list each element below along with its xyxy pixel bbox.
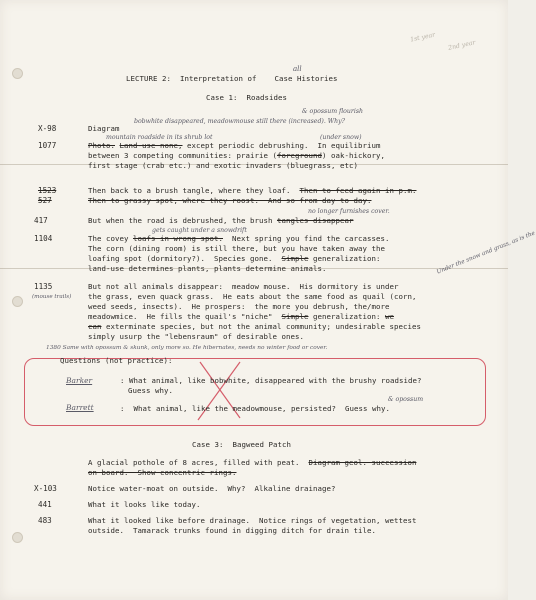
body-text: Diagram [88,124,120,133]
text-fragment: meadowmice. He fills the quail's "niche" [88,312,282,321]
text-fragment: Next spring you find the carcasses. [223,234,390,243]
handwritten-note: 1380 Same with opossum & skunk, only more so. He hibernates, needs no winter food or cover. [46,345,328,351]
struck-text: Simple [281,312,309,321]
handwritten-note: & opossum flourish [302,108,363,115]
struck-text: on board. Show concentric rings. [88,468,237,477]
body-text: Notice water-moat on outside. Why? Alkaline drainage? [88,484,336,493]
struck-text: Photo. [88,141,115,150]
student-name: Barrett [66,403,94,412]
body-text: The corn (dining room) is still there, but you have taken away the [88,244,385,253]
corner-note: 1st year [409,31,436,44]
slide-number: 1104 [34,234,53,243]
text-fragment: generalization: [308,254,381,263]
struck-text: Simple [281,254,309,263]
questions-label: Questions (not practice): [60,356,173,365]
text-fragment: except periodic debrushing. In equilibrium [182,141,381,150]
struck-text: Then to grassy spot, where they roost. [88,196,259,205]
text-fragment: The covey [88,234,133,243]
question-text: : What animal, like the meadowmouse, persisted? Guess why. [120,404,390,413]
slide-number: 1077 [38,141,57,150]
body-text: outside. Tamarack trunks found in digging ditch for drain tile. [88,526,376,535]
slide-number: X-103 [34,484,57,493]
body-text [88,458,416,467]
lecture-title: LECTURE 2: Interpretation of Case Histories [126,74,338,83]
body-text: simply usurp the "lebensraum" of desirable ones. [88,332,304,341]
text-fragment: Then back to a brush tangle, where they loaf. [88,186,300,195]
body-text: land-use determines plants, plants determine animals. [88,264,327,273]
text-fragment: A glacial pothole of 8 acres, filled with peat. [88,458,309,467]
handwritten-note: gets caught under a snowdrift [152,227,247,234]
body-text: weed seeds, insects). He prospers: the more you debrush, the/more [88,302,390,311]
struck-text: tangles disappear [276,216,354,225]
slide-number: 527 [38,196,52,205]
struck-text: Then to feed again in p.m. [299,186,417,195]
body-text: What it looks like today. [88,500,201,509]
text-fragment: loafing spot (dormitory?). Species gone. [88,254,282,263]
student-name: Barker [66,376,93,385]
body-text: the grass, even quack grass. He eats about the same food as quail (corn, [88,292,417,301]
body-text: But not all animals disappear: meadow mouse. His dormitory is under [88,282,399,291]
struck-text: can [88,322,102,331]
text-fragment: generalization: [308,312,385,321]
question-text: Guess why. [128,386,173,395]
slide-number: 1135 [34,282,53,291]
margin-note: Under the snow and grass, as is the [436,230,536,276]
handwritten-note: no longer furnishes cover. [308,208,390,215]
corner-note: 2nd year [447,39,477,52]
slide-number: 1523 [38,186,57,195]
struck-text: Diagram geol. succession [308,458,417,467]
handwritten-note: & opossum [388,396,424,403]
case-3-heading: Case 3: Bagweed Patch [192,440,291,449]
text-fragment: ) oak-hickory, [321,151,385,160]
handwritten-note: bobwhite disappeared, meadowmouse still there (increased). Why? [134,118,345,125]
handwritten-note: (under snow) [320,134,362,141]
struck-text: And so from day to day. [258,196,372,205]
body-text: What it looked like before drainage. Notice rings of vegetation, wettest [88,516,417,525]
text-fragment: between 3 competing communities: prairie ( [88,151,277,160]
struck-text: loafs in wrong spot. [133,234,223,243]
slide-number: 483 [38,516,52,525]
handwritten-note: mountain roadside in its shrub lot [106,134,213,141]
struck-text: we [384,312,394,321]
text-fragment: But when the road is debrushed, the brush [88,216,277,225]
slide-number: 441 [38,500,52,509]
struck-text: Land-use none, [119,141,183,150]
text-fragment: exterminate species, but not the animal community; undesirable species [101,322,421,331]
struck-text: foreground [276,151,322,160]
body-text: first stage (crab etc.) and exotic invaders (bluegrass, etc) [88,161,358,170]
case-1-heading: Case 1: Roadsides [206,93,287,102]
body-text [88,468,237,477]
slide-number: 417 [34,216,48,225]
question-text: : What animal, like bobwhite, disappeared with the brushy roadside? [120,376,422,385]
margin-note: (mouse trails) [32,294,72,300]
title-insert: all [293,65,302,73]
slide-number: X-98 [38,124,57,133]
